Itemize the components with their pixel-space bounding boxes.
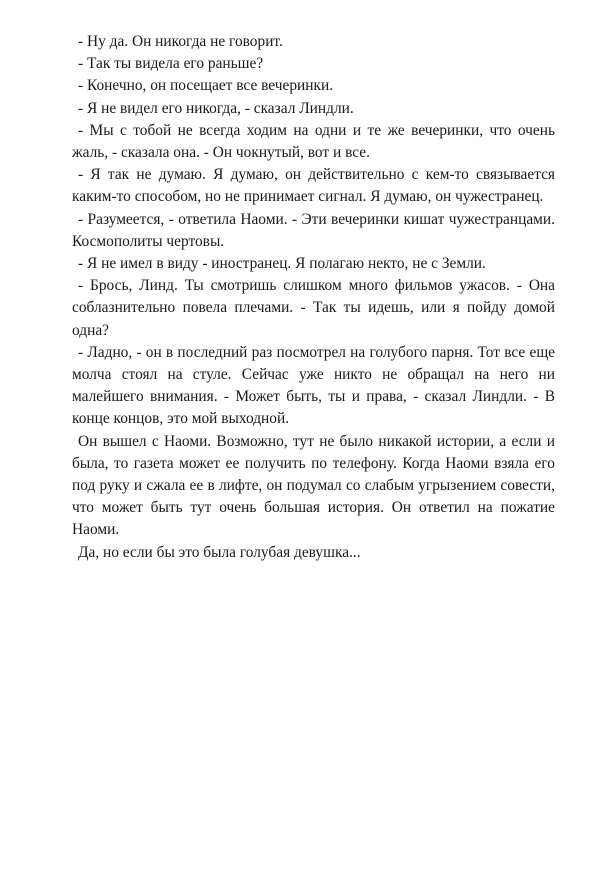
paragraph-3: - Конечно, он посещает все вечеринки.	[78, 77, 334, 95]
paragraph-9: - Брось, Линд. Ты смотришь слишком много фильмов ужасов. - Она соблазнительно повела плечами. - Так ты идешь, или я пойду домой одна?	[72, 277, 555, 339]
paragraph-7: - Разумеется, - ответила Наоми. - Эти вечеринки кишат чужестранцами. Космополиты чертовы.	[72, 210, 555, 250]
paragraph-11: Он вышел с Наоми. Возможно, тут не было никакой истории, а если и была, то газета может ее получить по телефону. Когда Наоми взяла его под руку и сжала ее в лифте, он подумал со слабым угрызением совести, что может быть тут очень большая история. Он ответил на пожатие Наоми.	[72, 432, 555, 539]
paragraph-2: - Так ты видела его раньше?	[78, 55, 264, 73]
page-body	[72, 31, 555, 564]
paragraph-10: - Ладно, - он в последний раз посмотрел на голубого парня. Тот все еще молча стоял на стуле. Сейчас уже никто не обращал на него ни малейшего внимания. - Может быть, ты и права, - сказал Линдли. - В конце концов, это мой выходной.	[72, 343, 555, 428]
paragraph-8: - Я не имел в виду - иностранец. Я полагаю некто, не с Земли.	[78, 255, 486, 273]
paragraph-1: - Ну да. Он никогда не говорит.	[78, 33, 283, 50]
paragraph-12: Да, но если бы это была голубая девушка...	[78, 543, 361, 561]
paragraph-5: - Мы с тобой не всегда ходим на одни и те же вечеринки, что очень жаль, - сказала она. - Он чокнутый, вот и все.	[72, 121, 555, 162]
paragraph-4: - Я не видел его никогда, - сказал Линдли.	[78, 99, 354, 117]
paragraph-6: - Я так не думаю. Я думаю, он действительно с кем-то связывается каким-то способом, но не принимает сигнал. Я думаю, он чужестранец.	[72, 166, 555, 206]
